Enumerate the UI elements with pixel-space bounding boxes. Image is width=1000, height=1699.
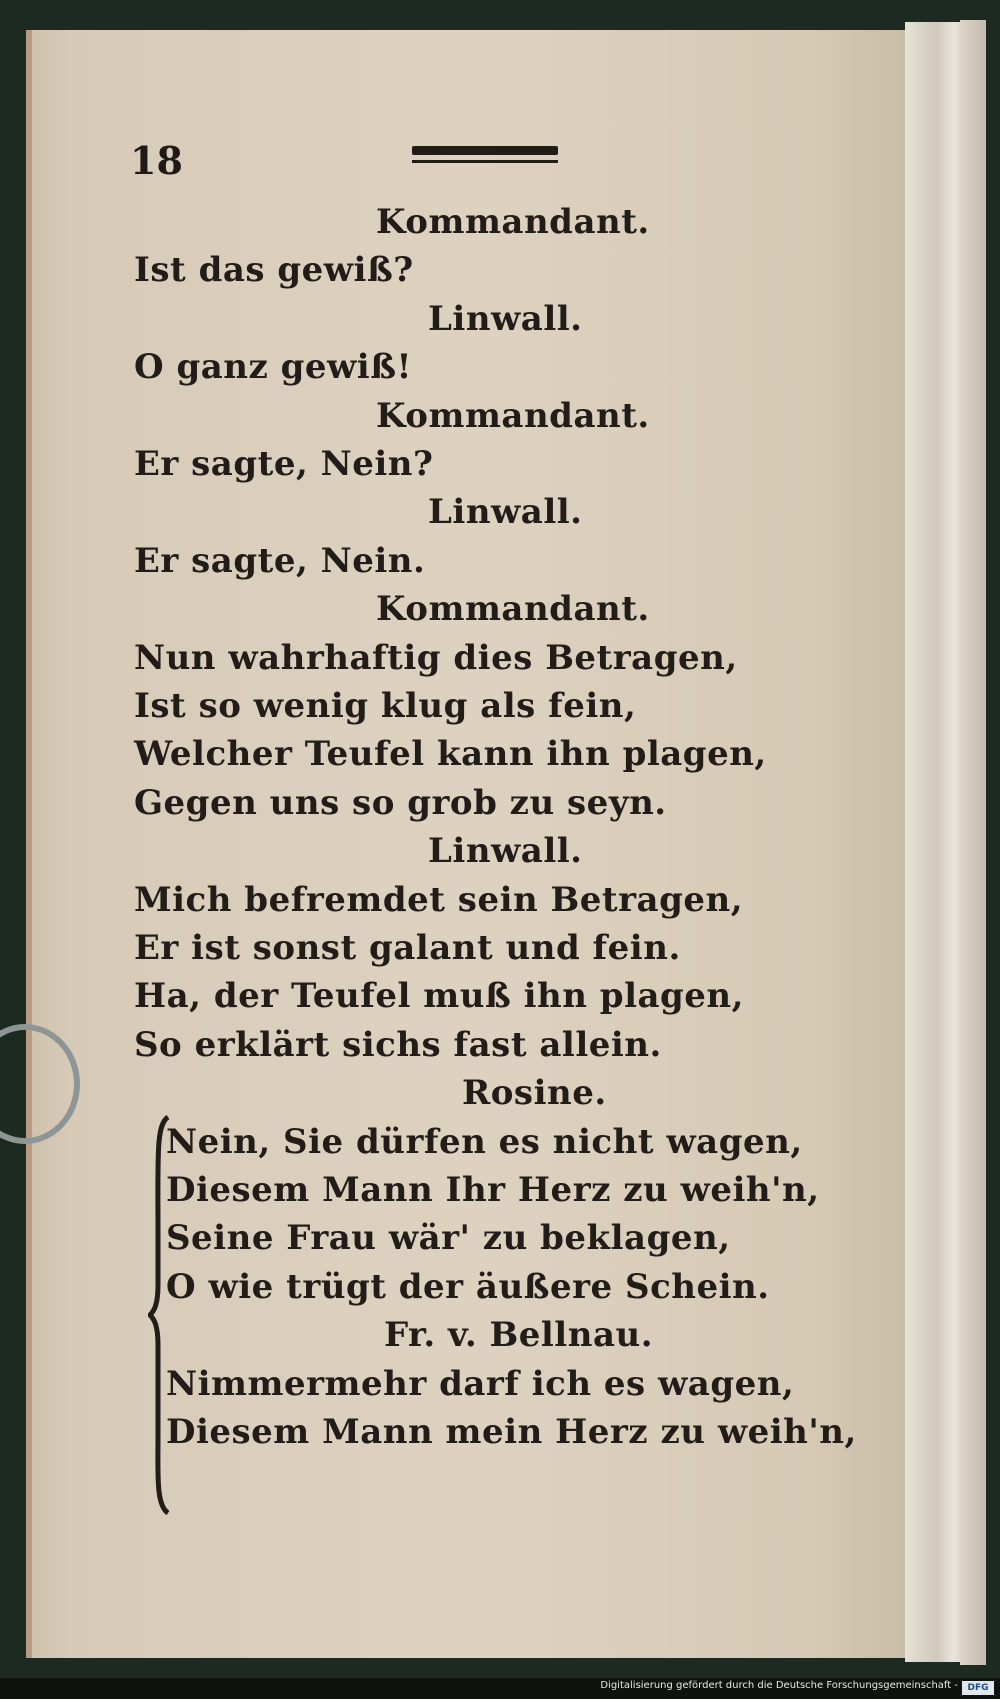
verse-line: Nimmermehr darf ich es wagen, <box>166 1364 795 1404</box>
verse-line: Er ist sonst galant und fein. <box>134 928 681 968</box>
verse-line: Nun wahrhaftig dies Betragen, <box>134 638 738 678</box>
speaker-name: Fr. v. Bellnau. <box>384 1315 654 1355</box>
speaker-name: Linwall. <box>428 492 583 532</box>
verse-line: O ganz gewiß! <box>134 347 412 387</box>
footer-bar <box>0 1678 1000 1699</box>
page-edge-outer <box>960 20 986 1665</box>
verse-line: Ist so wenig klug als fein, <box>134 686 637 726</box>
speaker-name: Kommandant. <box>376 589 650 629</box>
verse-line: Diesem Mann Ihr Herz zu weih'n, <box>166 1170 820 1210</box>
speaker-name: Linwall. <box>428 299 583 339</box>
speaker-name: Kommandant. <box>376 396 650 436</box>
verse-line: Diesem Mann mein Herz zu weih'n, <box>166 1412 857 1452</box>
verse-line: Gegen uns so grob zu seyn. <box>134 783 667 823</box>
verse-line: Seine Frau wär' zu beklagen, <box>166 1218 731 1258</box>
page-number: 18 <box>130 138 183 183</box>
verse-line: Ha, der Teufel muß ihn plagen, <box>134 976 744 1016</box>
verse-line: Er sagte, Nein? <box>134 444 434 484</box>
dfg-logo: DFG <box>962 1681 994 1695</box>
footer-credit: Digitalisierung gefördert durch die Deutsche Forschungsgemeinschaft - <box>600 1680 958 1691</box>
speaker-name: Rosine. <box>462 1073 607 1113</box>
verse-line: Nein, Sie dürfen es nicht wagen, <box>166 1122 803 1162</box>
verse-line: Welcher Teufel kann ihn plagen, <box>134 734 767 774</box>
verse-line: O wie trügt der äußere Schein. <box>166 1267 770 1307</box>
speaker-name: Linwall. <box>428 831 583 871</box>
header-ornament <box>412 146 558 166</box>
speaker-name: Kommandant. <box>376 202 650 242</box>
verse-line: Er sagte, Nein. <box>134 541 426 581</box>
verse-line: Mich befremdet sein Betragen, <box>134 880 744 920</box>
verse-line: So erklärt sichs fast allein. <box>134 1025 662 1065</box>
verse-line: Ist das gewiß? <box>134 250 414 290</box>
brace-bracket <box>148 1115 172 1515</box>
